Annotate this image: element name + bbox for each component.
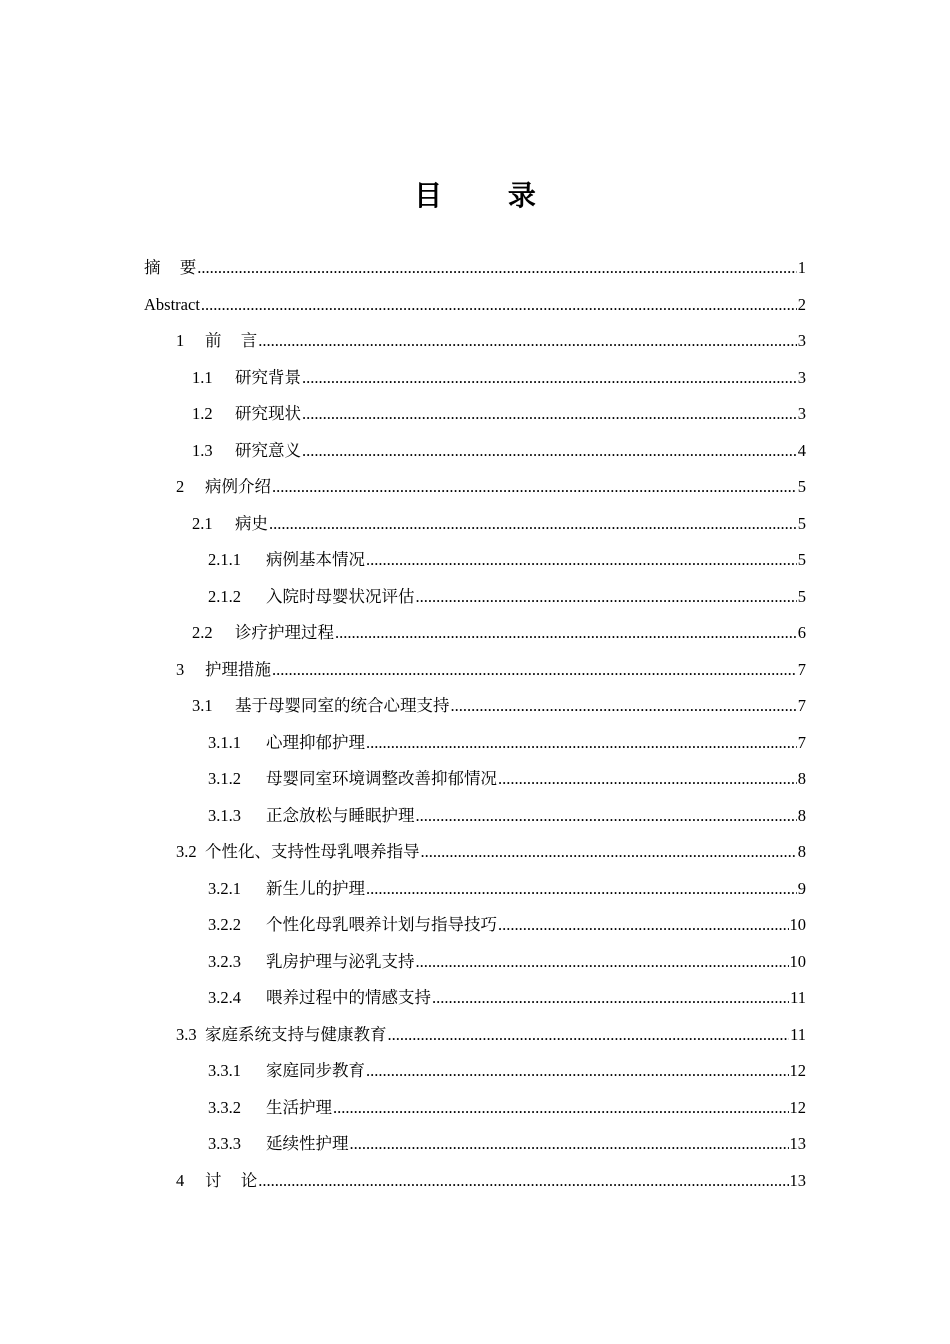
toc-entry[interactable]: [176, 1169, 806, 1193]
toc-entry-number: 1.2: [192, 404, 213, 423]
toc-page-number: 13: [789, 1134, 806, 1153]
toc-entry-number: 3.2.3: [208, 952, 241, 971]
toc-page-number: 3: [797, 404, 806, 423]
toc-dot-leader: [366, 1059, 789, 1083]
toc-entry-title: 诊疗护理过程: [235, 623, 334, 642]
toc-entry-number: 3.1.2: [208, 769, 241, 788]
toc-entry[interactable]: [208, 804, 806, 828]
toc-entry[interactable]: [208, 950, 806, 974]
toc-entry-title: 研究意义: [235, 441, 301, 460]
toc-entry[interactable]: [144, 256, 806, 280]
toc-entry[interactable]: [192, 402, 806, 426]
toc-entry-title: 入院时母婴状况评估: [266, 587, 415, 606]
toc-page-number: 9: [797, 879, 806, 898]
toc-entry-title: 病例基本情况: [266, 550, 365, 569]
toc-dot-leader: [366, 877, 797, 901]
toc-entry[interactable]: [208, 767, 806, 791]
toc-dot-leader: [302, 439, 797, 463]
toc-entry-number: 2: [176, 477, 185, 496]
toc-entry-number: 3.2.1: [208, 879, 241, 898]
toc-entry-title: 研究现状: [235, 404, 301, 423]
toc-page-number: 7: [797, 660, 806, 679]
toc-entry[interactable]: [208, 1059, 806, 1083]
toc-page-number: 12: [789, 1098, 806, 1117]
toc-dot-leader: [366, 548, 797, 572]
toc-entry-title: 病史: [235, 514, 268, 533]
toc-dot-leader: [350, 1132, 789, 1156]
toc-entry-title: 心理抑郁护理: [266, 733, 365, 752]
toc-dot-leader: [416, 804, 797, 828]
toc-entry-title: 乳房护理与泌乳支持: [266, 952, 415, 971]
toc-dot-leader: [451, 694, 797, 718]
toc-entry[interactable]: [176, 1023, 806, 1047]
toc-entry[interactable]: [176, 475, 806, 499]
toc-dot-leader: [333, 1096, 789, 1120]
toc-dot-leader: [302, 402, 797, 426]
toc-entry-number: 3.3.1: [208, 1061, 241, 1080]
toc-page-number: 7: [797, 733, 806, 752]
toc-entry-title: 喂养过程中的情感支持: [266, 988, 431, 1007]
toc-entry[interactable]: [192, 621, 806, 645]
toc-dot-leader: [416, 950, 789, 974]
toc-entry-number: 3: [176, 660, 185, 679]
toc-page-number: 6: [797, 623, 806, 642]
toc-dot-leader: [498, 767, 797, 791]
toc-page-number: 5: [797, 514, 806, 533]
toc-page-number: 8: [797, 806, 806, 825]
toc-entry-number: 1.3: [192, 441, 213, 460]
toc-entry-title: 讨 论: [205, 1171, 258, 1190]
toc-entry[interactable]: [176, 329, 806, 353]
toc-entry-title: 基于母婴同室的统合心理支持: [235, 696, 450, 715]
toc-dot-leader: [498, 913, 789, 937]
toc-entry-number: 3.3.3: [208, 1134, 241, 1153]
toc-dot-leader: [366, 731, 797, 755]
toc-page-number: 3: [797, 331, 806, 350]
toc-entry-number: 3.2: [176, 842, 197, 861]
toc-dot-leader: [302, 366, 797, 390]
toc-entry[interactable]: [192, 366, 806, 390]
toc-dot-leader: [421, 840, 797, 864]
toc-dot-leader: [269, 512, 797, 536]
toc-entry-number: 3.2.4: [208, 988, 241, 1007]
toc-entry[interactable]: [208, 1096, 806, 1120]
toc-page-number: 7: [797, 696, 806, 715]
toc-dot-leader: [388, 1023, 790, 1047]
toc-page-number: 5: [797, 477, 806, 496]
toc-entry-number: 2.1.2: [208, 587, 241, 606]
toc-entry-title: 个性化、支持性母乳喂养指导: [205, 842, 420, 861]
toc-entry[interactable]: [192, 694, 806, 718]
toc-dot-leader: [416, 585, 797, 609]
toc-entry-number: 3.3.2: [208, 1098, 241, 1117]
toc-page-number: 2: [797, 295, 806, 314]
toc-page-number: 3: [797, 368, 806, 387]
toc-page-number: 8: [797, 769, 806, 788]
toc-entry-title: 正念放松与睡眠护理: [266, 806, 415, 825]
toc-entry-title: 前 言: [205, 331, 258, 350]
toc-dot-leader: [201, 293, 797, 317]
toc-dot-leader: [197, 256, 797, 280]
toc-entry-title: 家庭系统支持与健康教育: [205, 1025, 387, 1044]
toc-entry[interactable]: [176, 658, 806, 682]
toc-entry-number: 3.1.1: [208, 733, 241, 752]
toc-entry-number: 3.3: [176, 1025, 197, 1044]
toc-entry-title: 病例介绍: [205, 477, 271, 496]
toc-dot-leader: [258, 1169, 788, 1193]
toc-entry-title: Abstract: [144, 295, 200, 314]
toc-page-number: 1: [797, 258, 806, 277]
toc-page-number: 10: [789, 915, 806, 934]
toc-entry-title: 生活护理: [266, 1098, 332, 1117]
toc-entry-title: 新生儿的护理: [266, 879, 365, 898]
toc-entry-number: 2.1: [192, 514, 213, 533]
toc-entry-number: 1.1: [192, 368, 213, 387]
toc-page-number: 11: [790, 1025, 806, 1044]
toc-dot-leader: [335, 621, 797, 645]
toc-entry-title: 个性化母乳喂养计划与指导技巧: [266, 915, 497, 934]
toc-page-number: 8: [797, 842, 806, 861]
toc-page-number: 12: [789, 1061, 806, 1080]
toc-entry[interactable]: [208, 731, 806, 755]
toc-entry[interactable]: [176, 840, 806, 864]
toc-dot-leader: [258, 329, 797, 353]
toc-entry-number: 4: [176, 1171, 185, 1190]
toc-page-number: 5: [797, 550, 806, 569]
toc-entry-title: 延续性护理: [266, 1134, 349, 1153]
toc-entry[interactable]: [192, 512, 806, 536]
toc-entry[interactable]: [208, 1132, 806, 1156]
toc-entry-title: 母婴同室环境调整改善抑郁情况: [266, 769, 497, 788]
toc-dot-leader: [432, 986, 789, 1010]
toc-page-number: 13: [789, 1171, 806, 1190]
toc-entry-title: 研究背景: [235, 368, 301, 387]
toc-entry-number: 3.2.2: [208, 915, 241, 934]
toc-entry[interactable]: [208, 548, 806, 572]
toc-entry-number: 1: [176, 331, 185, 350]
toc-entry[interactable]: [192, 439, 806, 463]
toc-entry-title: 摘 要: [144, 258, 197, 277]
toc-entry[interactable]: [208, 913, 806, 937]
toc-page-number: 4: [797, 441, 806, 460]
toc-dot-leader: [272, 658, 797, 682]
toc-entry[interactable]: [208, 585, 806, 609]
toc-entry[interactable]: [144, 293, 806, 317]
toc-page-number: 5: [797, 587, 806, 606]
toc-entry-title: 家庭同步教育: [266, 1061, 365, 1080]
toc-entry[interactable]: [208, 877, 806, 901]
toc-entry-number: 2.1.1: [208, 550, 241, 569]
toc-page-number: 11: [790, 988, 806, 1007]
toc-entry[interactable]: [208, 986, 806, 1010]
toc-page-number: 10: [789, 952, 806, 971]
toc-entry-number: 3.1: [192, 696, 213, 715]
page-title: 目 录: [414, 179, 564, 212]
toc-entry-number: 2.2: [192, 623, 213, 642]
toc-dot-leader: [272, 475, 797, 499]
toc-entry-number: 3.1.3: [208, 806, 241, 825]
toc-entry-title: 护理措施: [205, 660, 271, 679]
